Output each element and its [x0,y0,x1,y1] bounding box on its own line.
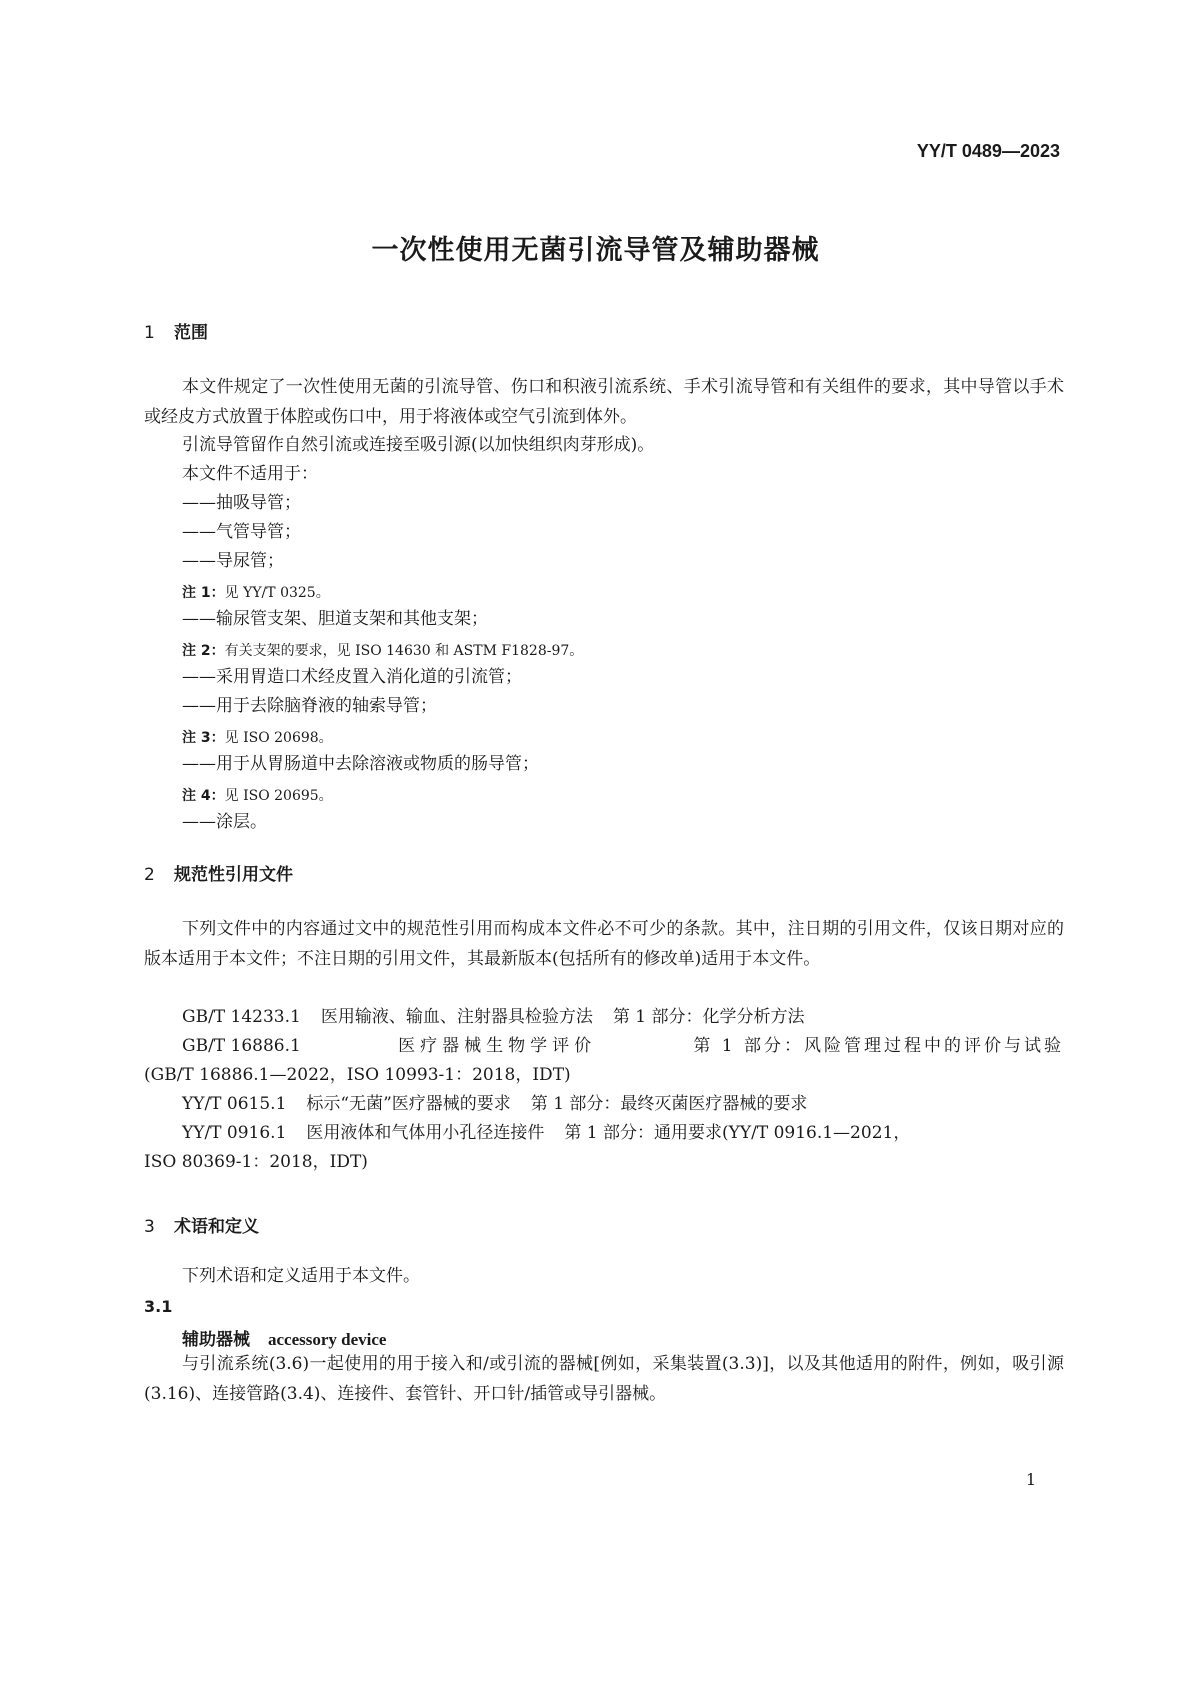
exclusion-item: ——导尿管； [182,551,284,571]
normative-reference [182,1031,1064,1061]
section-1-paragraph-2: 引流导管留作自然引流或连接至吸引源(以加快组织肉芽形成)。 [182,435,655,455]
reference-title: 标示“无菌”医疗器械的要求 [306,1094,511,1114]
normative-reference [182,1118,910,1148]
reference-title: 医用输液、输血、注射器具检验方法 [320,1007,593,1027]
note-1 [182,582,330,602]
section-title: 术语和定义 [174,1217,259,1237]
clause-number: 3.1 [144,1297,173,1316]
reference-code: YY/T 0615.1 [182,1094,287,1114]
section-1-paragraph-3: 本文件不适用于： [182,464,318,484]
reference-part: 第 1 部分：最终灭菌医疗器械的要求 [530,1094,808,1114]
note-label: 注 1： [182,585,225,601]
term-definition: 与引流系统(3.6)一起使用的用于接入和/或引流的器械[例如，采集装置(3.3)]，以及其他适用的附件，例如，吸引源(3.16)、连接管路(3.4)、连接件、套管针、开口针/插管或导引器械。 [144,1354,1064,1404]
section-1-heading [144,318,208,343]
reference-title: 医用液体和气体用小孔径连接件 [306,1123,545,1143]
note-label: 注 4： [182,788,225,804]
section-2-paragraph-1: 下列文件中的内容通过文中的规范性引用而构成本文件必不可少的条款。其中，注日期的引用文件，仅该日期对应的版本适用于本文件；不注日期的引用文件，其最新版本(包括所有的修改单)适用于本文件。 [144,919,1064,969]
term-english: accessory device [268,1330,387,1349]
section-title: 规范性引用文件 [174,865,293,885]
section-3-paragraph-1: 下列术语和定义适用于本文件。 [182,1266,420,1286]
exclusion-item: ——输尿管支架、胆道支架和其他支架； [182,609,488,629]
standard-code: YY/T 0489—2023 [916,141,1060,161]
term-chinese: 辅助器械 [182,1330,250,1350]
section-title: 范围 [174,323,208,343]
note-text: 见 ISO 20695。 [224,788,333,804]
section-1-paragraph-1: 本文件规定了一次性使用无菌的引流导管、伤口和积液引流系统、手术引流导管和有关组件的要求，其中导管以手术或经皮方式放置于体腔或伤口中，用于将液体或空气引流到体外。 [144,377,1064,427]
section-number: 1 [144,323,155,343]
exclusion-item: ——涂层。 [182,812,267,832]
section-3-heading [144,1212,259,1237]
reference-continuation: ISO 80369-1：2018，IDT) [144,1152,368,1172]
page-number: 1 [1025,1470,1036,1489]
normative-reference [182,1002,804,1032]
term-entry [182,1325,386,1350]
section-number: 3 [144,1217,155,1237]
reference-part: 第 1 部分：化学分析方法 [612,1007,805,1027]
note-text: 有关支架的要求，见 ISO 14630 和 ASTM F1828-97。 [224,643,584,659]
exclusion-item: ——采用胃造口术经皮置入消化道的引流管； [182,667,522,687]
document-title: 一次性使用无菌引流导管及辅助器械 [371,235,820,266]
section-2-heading [144,860,293,885]
reference-part: 第 1 部分：通用要求(YY/T 0916.1—2021， [564,1123,911,1143]
note-text: 见 YY/T 0325。 [224,585,330,601]
note-label: 注 2： [182,643,225,659]
note-2 [182,640,583,660]
reference-continuation: (GB/T 16886.1—2022，ISO 10993-1：2018，IDT) [144,1065,571,1085]
exclusion-item: ——抽吸导管； [182,493,301,513]
exclusion-item: ——气管导管； [182,522,301,542]
exclusion-item: ——用于去除脑脊液的轴索导管； [182,696,437,716]
note-text: 见 ISO 20698。 [224,730,333,746]
reference-part: 第 1 部分：风险管理过程中的评价与试验 [693,1036,1064,1056]
reference-code: YY/T 0916.1 [182,1123,287,1143]
exclusion-item: ——用于从胃肠道中去除溶液或物质的肠导管； [182,754,539,774]
note-3 [182,727,333,747]
note-4 [182,785,333,805]
reference-code: GB/T 16886.1 [182,1036,301,1056]
normative-reference [182,1089,807,1119]
reference-title: 医疗器械生物学评价 [398,1036,597,1056]
section-number: 2 [144,865,155,885]
note-label: 注 3： [182,730,225,746]
reference-code: GB/T 14233.1 [182,1007,301,1027]
